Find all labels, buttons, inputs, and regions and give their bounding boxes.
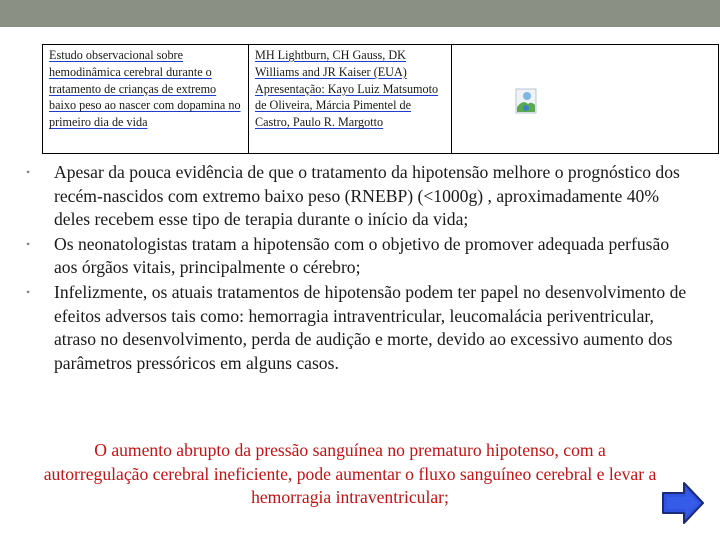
right-arrow-icon[interactable] <box>660 480 706 526</box>
image-cell <box>452 45 719 154</box>
study-title-link[interactable]: Estudo observacional sobre hemodinâmica cerebral durante o tratamento de crianças de extremo baixo peso ao nascer com dopamina no primeiro dia de vida <box>49 48 241 130</box>
study-title-cell <box>43 45 249 154</box>
top-bar <box>0 0 720 27</box>
conclusion-text: O aumento abrupto da pressão sanguínea no prematuro hipotenso, com a autorregulação cerebral ineficiente, pode aumentar o fluxo sanguíneo cerebral e levar a hemorragia intraventricular; <box>43 440 657 508</box>
authors-cell <box>249 45 452 154</box>
reference-table <box>42 44 719 154</box>
broken-image-icon <box>515 88 537 114</box>
bullet-marker: • <box>26 165 31 179</box>
bullet-marker: • <box>26 236 31 251</box>
bullet-marker: • <box>26 284 31 299</box>
bullet-item <box>26 281 690 375</box>
bullet-text: Apesar da pouca evidência de que o tratamento da hipotensão melhore o prognóstico dos recém-nascidos com extremo baixo peso (RNEBP) (<1000g) , aproximadamente 40% deles recebem esse tipo de terapia durante o início da vida; <box>54 162 680 230</box>
bullet-list <box>26 161 690 376</box>
bullet-text: Os neonatologistas tratam a hipotensão com o objetivo de promover adequada perfusão aos órgãos vitais, principalmente o cérebro; <box>54 233 670 278</box>
authors-link[interactable]: MH Lightburn, CH Gauss, DK Williams and JR Kaiser (EUA) Apresentação: Kayo Luiz Matsumoto de Oliveira, Márcia Pimentel de Castro, Paulo R. Margotto <box>255 48 439 130</box>
bullet-item <box>26 233 690 280</box>
bullet-text: Infelizmente, os atuais tratamentos de hipotensão podem ter papel no desenvolvimento de efeitos adversos tais como: hemorragia intraventricular, leucomalácia periventricular, atraso no desenvolvimento, perda de audição e morte, devido ao excessivo aumento dos parâmetros pressóricos em alguns casos. <box>54 281 687 373</box>
bullet-item <box>26 161 690 232</box>
